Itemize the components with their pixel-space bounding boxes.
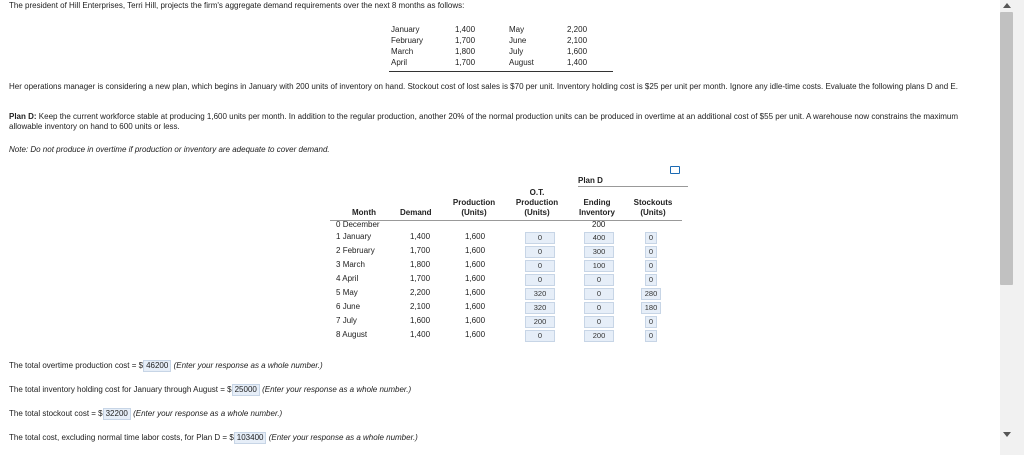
col-header-ot-line2: Production xyxy=(515,198,559,207)
row-month: 1 January xyxy=(336,232,372,241)
holding-cost-hint: (Enter your response as a whole number.) xyxy=(262,385,412,394)
table-row xyxy=(330,314,682,328)
forecast-value: 1,400 xyxy=(567,58,588,67)
row-demand: 2,100 xyxy=(410,302,431,311)
row-production: 1,600 xyxy=(465,302,486,311)
overtime-cost-label: The total overtime production cost = $ xyxy=(9,361,144,370)
ot-production-input[interactable]: 0 xyxy=(525,274,555,286)
stockouts-input[interactable]: 0 xyxy=(645,246,657,258)
plan-d-label: Plan D: xyxy=(9,112,37,121)
plan-d-title: Plan D xyxy=(578,176,603,185)
forecast-month: August xyxy=(509,58,534,67)
intro-text: The president of Hill Enterprises, Terri Hill, projects the firm's aggregate demand requirements over the next 8 months as follows: xyxy=(9,1,465,10)
forecast-value: 2,200 xyxy=(567,25,588,34)
col-header-ending-inventory xyxy=(574,198,620,218)
ot-production-input[interactable]: 320 xyxy=(525,302,555,314)
col-header-ot-production xyxy=(512,188,562,218)
row-month: 2 February xyxy=(336,246,375,255)
plan-d-text: Keep the current workforce stable at producing 1,600 units per month. In addition to the regular production, another 20% of the normal production units can be produced in overtime at an additional cost of $55 per unit. A warehouse now constrains the maximum allowable inventory on hand to 600 units or less. xyxy=(9,112,959,131)
ending-inventory-input[interactable]: 0 xyxy=(584,316,614,328)
col-header-ot-line3: (Units) xyxy=(524,208,550,217)
col-header-stock-line1: Stockouts xyxy=(633,198,673,207)
row-demand: 1,800 xyxy=(410,260,431,269)
stockouts-input[interactable]: 280 xyxy=(641,288,661,300)
ot-production-input[interactable]: 0 xyxy=(525,260,555,272)
row-production: 1,600 xyxy=(465,274,486,283)
row-month: 6 June xyxy=(336,302,361,311)
demand-forecast-table xyxy=(389,24,613,72)
row-demand: 1,400 xyxy=(410,232,431,241)
stockouts-input[interactable]: 0 xyxy=(645,260,657,272)
plan-d-paragraph xyxy=(9,112,989,132)
col-header-month: Month xyxy=(352,208,376,217)
forecast-month: June xyxy=(509,36,527,45)
operations-paragraph: Her operations manager is considering a new plan, which begins in January with 200 units of inventory on hand. Stockout cost of lost sales is $70 per unit. Inventory holding cost is $25 per unit per month. Ignore any idle-time costs. Evaluate the following plans D and E. xyxy=(9,82,958,91)
forecast-month: March xyxy=(391,47,414,56)
stockout-cost-hint: (Enter your response as a whole number.) xyxy=(133,409,283,418)
forecast-month: May xyxy=(509,25,525,34)
row-demand: 2,200 xyxy=(410,288,431,297)
forecast-value: 1,600 xyxy=(567,47,588,56)
table-row xyxy=(330,230,682,244)
total-cost-line xyxy=(9,432,418,444)
table-row xyxy=(330,258,682,272)
ending-inventory-input[interactable]: 0 xyxy=(584,302,614,314)
row-demand: 1,400 xyxy=(410,330,431,339)
table-row xyxy=(330,300,682,314)
col-header-stockouts xyxy=(628,198,678,218)
forecast-value: 2,100 xyxy=(567,36,588,45)
forecast-month: July xyxy=(509,47,524,56)
ot-production-input[interactable]: 320 xyxy=(525,288,555,300)
table-row xyxy=(330,244,682,258)
overtime-cost-hint: (Enter your response as a whole number.) xyxy=(173,361,323,370)
table-row xyxy=(330,286,682,300)
ot-production-input[interactable]: 0 xyxy=(525,246,555,258)
row-demand: 1,600 xyxy=(410,316,431,325)
stockouts-input[interactable]: 0 xyxy=(645,232,657,244)
col-header-stock-line2: (Units) xyxy=(640,208,666,217)
overtime-cost-input[interactable]: 46200 xyxy=(143,360,171,372)
col-header-inv-line1: Ending xyxy=(583,198,611,207)
scrollbar-thumb[interactable] xyxy=(1000,12,1013,285)
forecast-month: February xyxy=(391,36,424,45)
scroll-up-arrow-icon[interactable] xyxy=(1003,3,1011,8)
stockout-cost-label: The total stockout cost = $ xyxy=(9,409,103,418)
ot-production-input[interactable]: 200 xyxy=(525,316,555,328)
col-header-production-line1: Production xyxy=(452,198,496,207)
stockouts-input[interactable]: 180 xyxy=(641,302,661,314)
stockout-cost-input[interactable]: 32200 xyxy=(103,408,131,420)
forecast-month: April xyxy=(391,58,408,67)
row-production: 1,600 xyxy=(465,316,486,325)
holding-cost-input[interactable]: 25000 xyxy=(232,384,260,396)
scroll-down-arrow-icon[interactable] xyxy=(1003,432,1011,437)
forecast-value: 1,400 xyxy=(455,25,476,34)
holding-cost-line xyxy=(9,384,411,396)
row-production: 1,600 xyxy=(465,330,486,339)
row-month: 8 August xyxy=(336,330,368,339)
ending-inventory-input[interactable]: 0 xyxy=(584,274,614,286)
ending-inventory-input[interactable]: 200 xyxy=(584,330,614,342)
start-inventory: 200 xyxy=(592,220,606,229)
total-cost-hint: (Enter your response as a whole number.) xyxy=(268,433,418,442)
table-row xyxy=(330,272,682,286)
ending-inventory-input[interactable]: 400 xyxy=(584,232,614,244)
row-demand: 1,700 xyxy=(410,246,431,255)
row-demand: 1,700 xyxy=(410,274,431,283)
total-cost-label: The total cost, excluding normal time labor costs, for Plan D = $ xyxy=(9,433,234,442)
plan-title-divider xyxy=(578,186,688,187)
row-month: 4 April xyxy=(336,274,359,283)
stockouts-input[interactable]: 0 xyxy=(645,274,657,286)
stockouts-input[interactable]: 0 xyxy=(645,330,657,342)
col-header-ot-line1: O.T. xyxy=(529,188,545,197)
col-header-demand: Demand xyxy=(400,208,432,217)
note-text: Note: Do not produce in overtime if production or inventory are adequate to cover demand. xyxy=(9,145,330,154)
row-month: 7 July xyxy=(336,316,357,325)
holding-cost-label: The total inventory holding cost for January through August = $ xyxy=(9,385,232,394)
ending-inventory-input[interactable]: 100 xyxy=(584,260,614,272)
overtime-cost-line xyxy=(9,360,323,372)
ot-production-input[interactable]: 0 xyxy=(525,232,555,244)
row-month: 3 March xyxy=(336,260,365,269)
stockouts-input[interactable]: 0 xyxy=(645,316,657,328)
row-production: 1,600 xyxy=(465,232,486,241)
table-row xyxy=(330,328,682,342)
row-number: 0 December xyxy=(336,220,380,229)
stockout-cost-line xyxy=(9,408,282,420)
total-cost-input[interactable]: 103400 xyxy=(234,432,267,444)
col-header-inv-line2: Inventory xyxy=(578,208,615,217)
forecast-month: January xyxy=(391,25,420,34)
row-production: 1,600 xyxy=(465,246,486,255)
row-production: 1,600 xyxy=(465,260,486,269)
col-header-production xyxy=(451,198,497,218)
row-production: 1,600 xyxy=(465,288,486,297)
forecast-value: 1,700 xyxy=(455,58,476,67)
ending-inventory-input[interactable]: 0 xyxy=(584,288,614,300)
forecast-value: 1,800 xyxy=(455,47,476,56)
ending-inventory-input[interactable]: 300 xyxy=(584,246,614,258)
calculator-icon[interactable] xyxy=(670,166,680,174)
forecast-value: 1,700 xyxy=(455,36,476,45)
col-header-production-line2: (Units) xyxy=(461,208,487,217)
row-month: 5 May xyxy=(336,288,358,297)
ot-production-input[interactable]: 0 xyxy=(525,330,555,342)
